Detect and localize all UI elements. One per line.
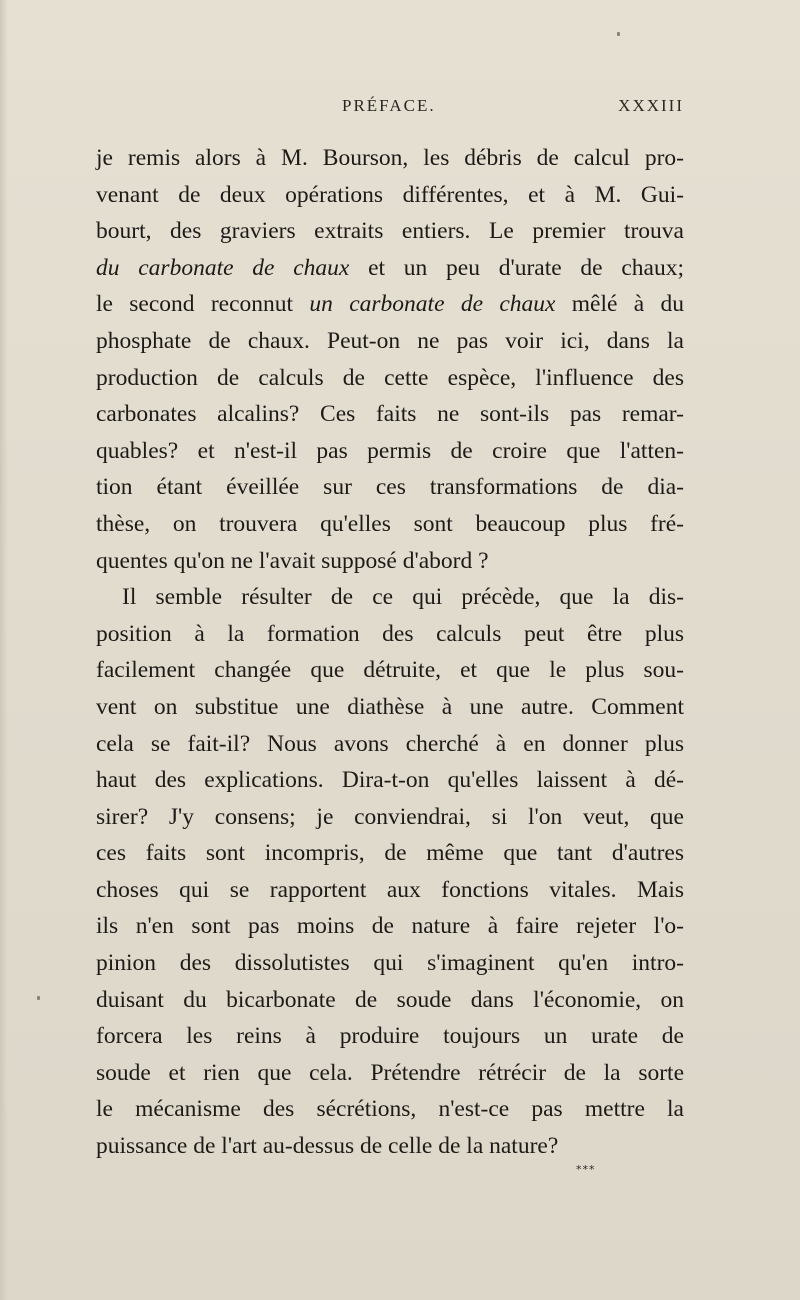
text-segment: le second reconnut — [96, 291, 310, 318]
page-number: XXXIII — [618, 96, 684, 115]
text-line: ils n'en sont pas moins de nature à faire rejeter l'o- — [96, 913, 684, 940]
text-line: pinion des dissolutistes qui s'imaginent qu'en intro- — [96, 950, 684, 977]
text-line: position à la formation des calculs peut être plus — [96, 620, 684, 647]
text-line: soude et rien que cela. Prétendre rétrécir de la sorte — [96, 1059, 684, 1086]
italic-segment: du carbonate de chaux — [96, 254, 350, 281]
text-line: ces faits sont incompris, de même que tant d'autres — [96, 840, 684, 867]
section-ornament: *** — [576, 1163, 596, 1176]
text-line: puissance de l'art au-dessus de celle de la nature? — [96, 1133, 559, 1160]
text-line: Il semble résulter de ce qui précède, que la dis- — [122, 584, 684, 611]
body-text — [96, 140, 684, 1165]
text-line: cela se fait-il? Nous avons cherché à en donner plus — [96, 730, 684, 757]
text-line: choses qui se rapportent aux fonctions vitales. Mais — [96, 876, 684, 903]
text-line: haut des explications. Dira-t-on qu'elles laissent à dé- — [96, 767, 684, 794]
italic-segment: un carbonate de chaux — [309, 291, 556, 318]
text-line — [96, 250, 684, 287]
text-line — [96, 286, 684, 323]
text-line: facilement changée que détruite, et que le plus sou- — [96, 657, 684, 684]
text-segment: mêlé à du — [555, 291, 684, 318]
scan-speck — [617, 32, 620, 36]
running-header-title: PRÉFACE. — [342, 96, 436, 115]
text-line: bourt, des graviers extraits entiers. Le premier trouva — [96, 218, 684, 245]
text-line: quentes qu'on ne l'avait supposé d'abord ? — [96, 547, 489, 574]
scan-speck — [37, 996, 40, 1000]
text-line: le mécanisme des sécrétions, n'est-ce pas mettre la — [96, 1096, 684, 1123]
text-line: carbonates alcalins? Ces faits ne sont-ils pas remar- — [96, 401, 684, 428]
text-line: thèse, on trouvera qu'elles sont beaucoup plus fré- — [96, 510, 684, 537]
text-segment: et un peu d'urate de chaux; — [349, 254, 684, 281]
text-line: quables? et n'est-il pas permis de croire que l'atten- — [96, 437, 684, 464]
text-line: production de calculs de cette espèce, l'influence des — [96, 364, 684, 391]
text-line: sirer? J'y consens; je conviendrai, si l'on veut, que — [96, 803, 684, 830]
running-header — [98, 96, 684, 120]
text-line: tion étant éveillée sur ces transformations de dia- — [96, 474, 684, 501]
scan-edge — [0, 0, 8, 1300]
text-line: forcera les reins à produire toujours un urate de — [96, 1023, 684, 1050]
text-line: venant de deux opérations différentes, et à M. Gui- — [96, 181, 684, 208]
text-line: duisant du bicarbonate de soude dans l'économie, on — [96, 986, 684, 1013]
text-line: phosphate de chaux. Peut-on ne pas voir ici, dans la — [96, 327, 684, 354]
text-line: vent on substitue une diathèse à une autre. Comment — [96, 693, 684, 720]
text-line: je remis alors à M. Bourson, les débris de calcul pro- — [96, 145, 684, 171]
